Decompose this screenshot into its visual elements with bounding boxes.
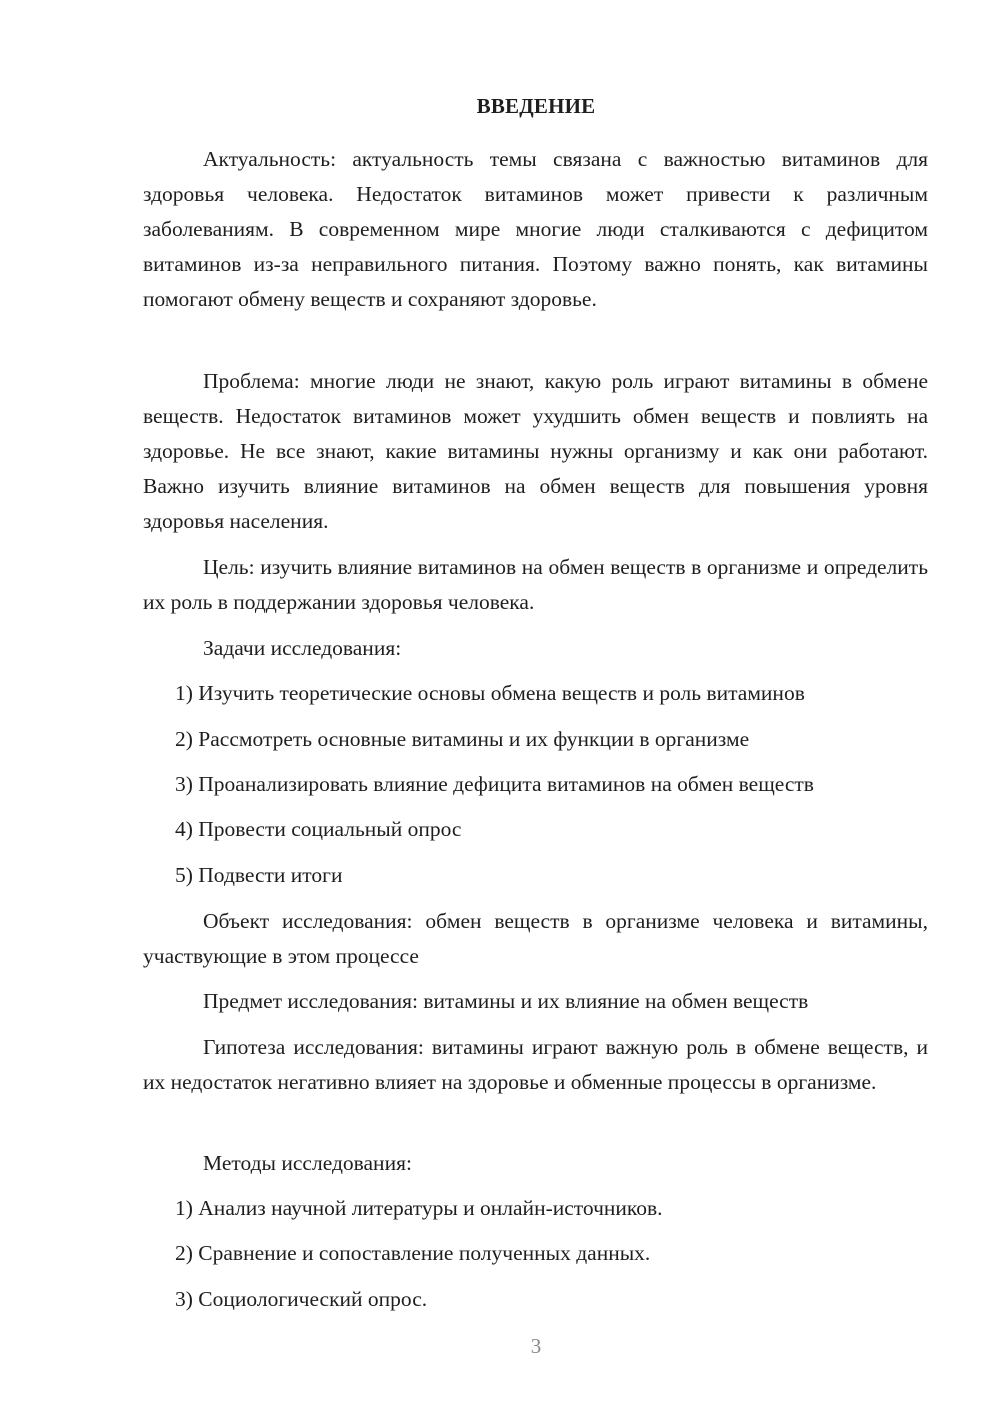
method-item: 2) Сравнение и сопоставление полученных данных. xyxy=(175,1241,651,1265)
problem-block xyxy=(143,364,928,539)
hypothesis-paragraph: Гипотеза исследования: витамины играют важную роль в обмене веществ, и их недостаток негативно влияет на здоровье и обменные процессы в организме. xyxy=(143,1035,928,1094)
tasks-heading: Задачи исследования: xyxy=(203,636,402,660)
object-paragraph: Объект исследования: обмен веществ в организме человека и витамины, участвующие в этом процессе xyxy=(143,909,928,968)
task-5-block xyxy=(143,858,928,893)
methods-heading-block xyxy=(143,1146,928,1181)
method-3-block xyxy=(143,1282,928,1317)
goal-paragraph: Цель: изучить влияние витаминов на обмен веществ в организме и определить их роль в поддержании здоровья человека. xyxy=(143,555,928,614)
task-1-block xyxy=(143,676,928,711)
method-item: 3) Социологический опрос. xyxy=(175,1287,428,1311)
relevance-block xyxy=(143,142,928,317)
tasks-heading-block xyxy=(143,631,928,666)
task-item: 2) Рассмотреть основные витамины и их функции в организме xyxy=(175,727,750,751)
hypothesis-block xyxy=(143,1030,928,1100)
task-item: 5) Подвести итоги xyxy=(175,863,343,887)
method-2-block xyxy=(143,1236,928,1271)
page-title: ВВЕДЕНИЕ xyxy=(476,94,596,118)
method-1-block xyxy=(143,1191,928,1226)
task-item: 1) Изучить теоретические основы обмена веществ и роль витаминов xyxy=(175,681,805,705)
page-number: 3 xyxy=(530,1334,542,1358)
methods-heading: Методы исследования: xyxy=(203,1151,412,1175)
task-item: 4) Провести социальный опрос xyxy=(175,817,462,841)
task-2-block xyxy=(143,722,928,757)
object-block xyxy=(143,904,928,974)
task-3-block xyxy=(143,767,928,802)
task-item: 3) Проанализировать влияние дефицита витаминов на обмен веществ xyxy=(175,772,814,796)
subject-block xyxy=(143,984,928,1019)
goal-block xyxy=(143,550,928,620)
task-4-block xyxy=(143,812,928,847)
method-item: 1) Анализ научной литературы и онлайн-источников. xyxy=(175,1196,663,1220)
subject-paragraph: Предмет исследования: витамины и их влияние на обмен веществ xyxy=(203,989,809,1013)
problem-paragraph: Проблема: многие люди не знают, какую роль играют витамины в обмене веществ. Недостаток витаминов может ухудшить обмен веществ и повлиять на здоровье. Не все знают, какие витамины нужны организму и как они работают. Важно изучить влияние витаминов на обмен веществ для повышения уровня здоровья населения. xyxy=(143,369,928,533)
relevance-paragraph: Актуальность: актуальность темы связана с важностью витаминов для здоровья человека. Недостаток витаминов может привести к различным заболеваниям. В современном мире многие люди сталкиваются с дефицитом витаминов из-за неправильного питания. Поэтому важно понять, как витамины помогают обмену веществ и сохраняют здоровье. xyxy=(143,147,928,311)
